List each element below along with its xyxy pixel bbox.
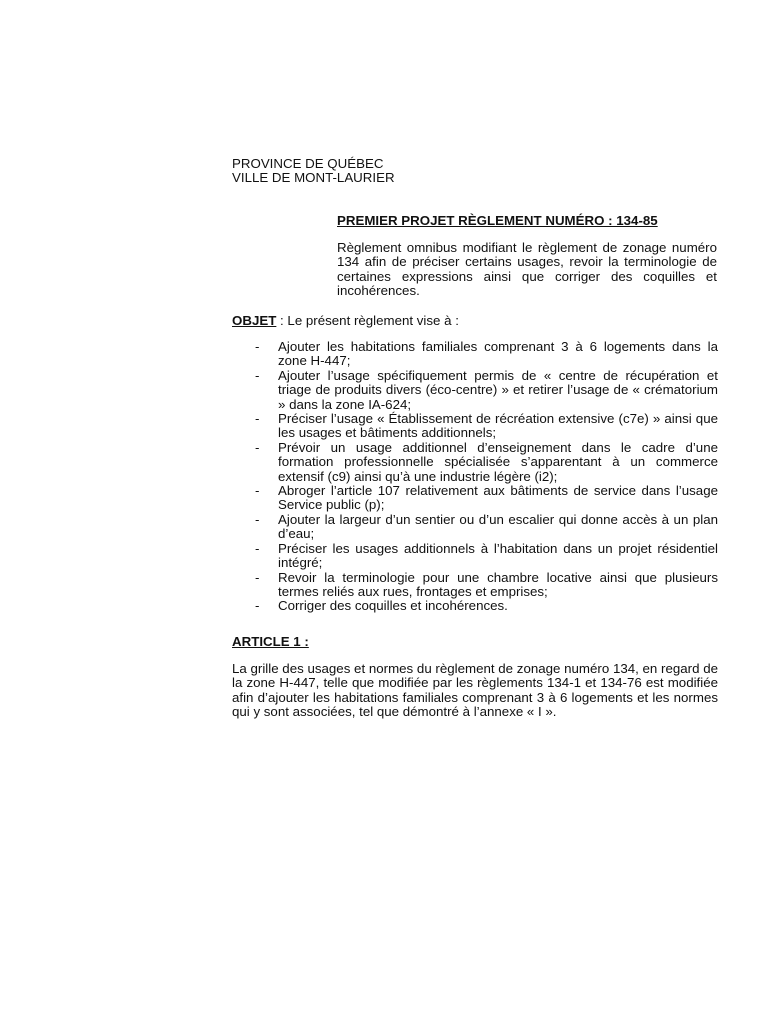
list-item: [255, 412, 718, 441]
list-item-text: Ajouter l’usage spécifiquement permis de « centre de récupération et triage de produits divers (éco-centre) » et retirer l’usage de « crématorium » dans la zone IA-624;: [278, 367, 718, 412]
list-item-text: Corriger des coquilles et incohérences.: [278, 598, 508, 614]
list-item: [255, 599, 718, 613]
list-item-text: Préciser les usages additionnels à l’habitation dans un projet résidentiel intégré;: [278, 540, 718, 571]
dash-bullet: -: [255, 511, 260, 527]
list-item-text: Préciser l’usage « Établissement de récréation extensive (c7e) » ainsi que les usages et bâtiments additionnels;: [278, 411, 718, 441]
list-item-text: Revoir la terminologie pour une chambre locative ainsi que plusieurs termes reliés aux rues, frontages et emprises;: [278, 569, 718, 599]
list-item-text: Abroger l’article 107 relativement aux bâtiments de service dans l’usage Service public (p);: [278, 483, 718, 513]
bylaw-summary: Règlement omnibus modifiant le règlement de zonage numéro 134 afin de préciser certains usages, revoir la terminologie de certaines expressions ainsi que corriger des coquilles et incohérences.: [337, 240, 717, 299]
city-line: VILLE DE MONT-LAURIER: [232, 170, 395, 186]
list-item: [255, 513, 718, 542]
document-header: [232, 157, 532, 186]
list-item: [255, 542, 718, 571]
objet-text: : Le présent règlement vise à :: [276, 313, 459, 328]
dash-bullet: -: [255, 483, 260, 499]
list-item: [255, 441, 718, 484]
article-paragraph: La grille des usages et normes du règlement de zonage numéro 134, en regard de la zone H-447, telle que modifiée par les règlements 134-1 et 134-76 est modifiée afin d’ajouter les habitations familiales comprenant 3 à 6 logements et les normes qui y sont associées, tel que démontré à l’annexe « I ».: [232, 661, 718, 720]
list-item-text: Ajouter les habitations familiales comprenant 3 à 6 logements dans la zone H-447;: [278, 339, 718, 369]
dash-bullet: -: [255, 540, 260, 556]
dash-bullet: -: [255, 367, 260, 383]
dash-bullet: -: [255, 339, 260, 354]
list-item-text: Prévoir un usage additionnel d’enseignement dans le cadre d’une formation professionnelle spécialisée s’apparentant à un commerce extensif (c9) ainsi qu’à une industrie légère (i2);: [278, 439, 718, 484]
bylaw-title: PREMIER PROJET RÈGLEMENT NUMÉRO : 134-85: [337, 213, 658, 228]
province-line: PROVINCE DE QUÉBEC: [232, 156, 384, 171]
list-item: [255, 369, 718, 412]
objet-label: OBJET: [232, 313, 277, 328]
dash-bullet: -: [255, 411, 260, 427]
list-item: [255, 571, 718, 600]
list-item-text: Ajouter la largeur d’un sentier ou d’un escalier qui donne accès à un plan d’eau;: [278, 511, 718, 542]
list-item: [255, 484, 718, 513]
list-item: [255, 340, 718, 369]
dash-bullet: -: [255, 598, 260, 614]
objectives-list: [255, 340, 718, 614]
dash-bullet: -: [255, 569, 260, 585]
objet-line: [232, 314, 717, 328]
article-heading: ARTICLE 1 :: [232, 634, 309, 649]
dash-bullet: -: [255, 439, 260, 455]
